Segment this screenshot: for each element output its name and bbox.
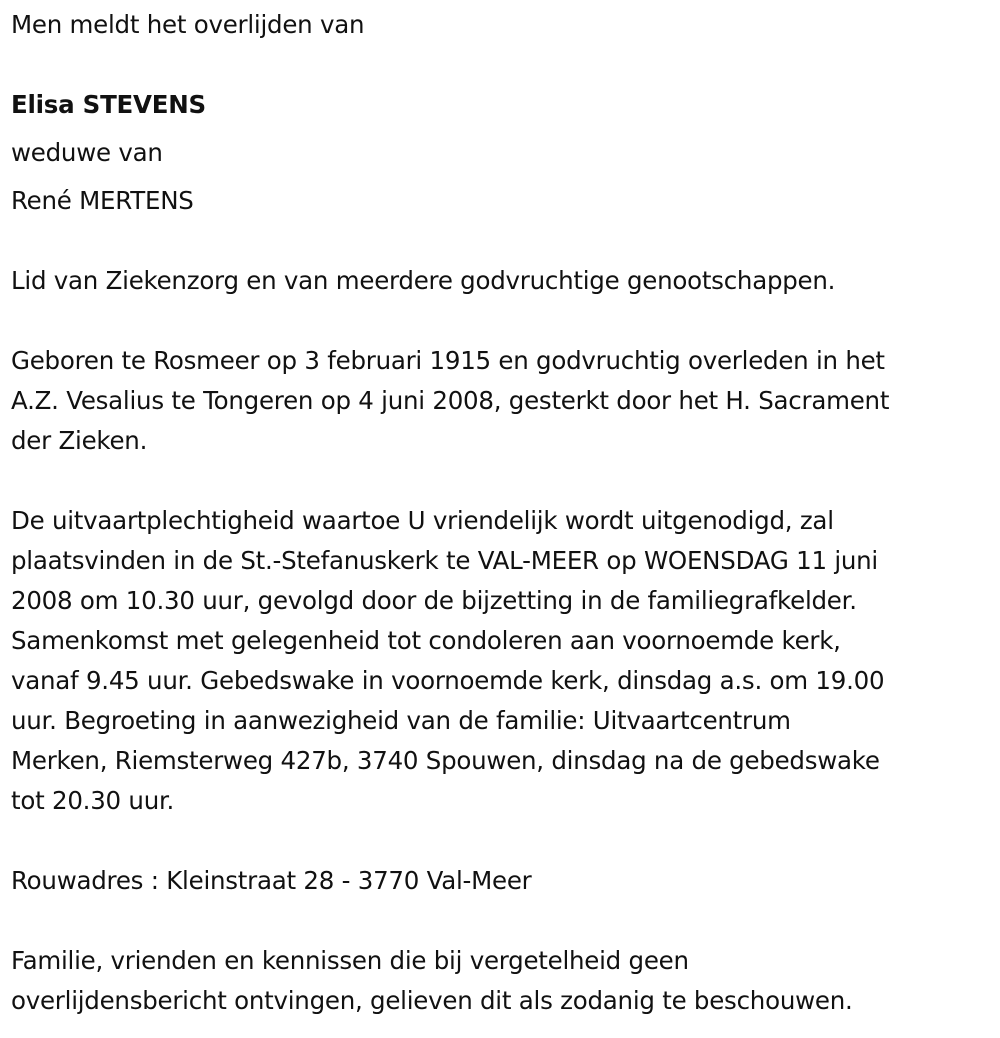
deceased-name: Elisa STEVENS [11,90,206,119]
paragraph-line: vanaf 9.45 uur. Gebedswake in voornoemde kerk, dinsdag a.s. om 19.00 [11,666,885,695]
paragraph-line: Geboren te Rosmeer op 3 februari 1915 en godvruchtig overleden in het [11,346,885,375]
paragraph-line: der Zieken. [11,426,148,455]
relation-text: weduwe van [11,138,163,167]
paragraph-line: tot 20.30 uur. [11,786,175,815]
paragraph-line: plaatsvinden in de St.-Stefanuskerk te VAL-MEER op WOENSDAG 11 juni [11,546,878,575]
paragraph-line: Familie, vrienden en kennissen die bij vergetelheid geen [11,946,689,975]
paragraph-line: overlijdensbericht ontvingen, gelieven dit als zodanig te beschouwen. [11,986,853,1015]
paragraph-line: uur. Begroeting in aanwezigheid van de familie: Uitvaartcentrum [11,706,791,735]
spouse-name: René MERTENS [11,186,194,215]
paragraph-line: De uitvaartplechtigheid waartoe U vriendelijk wordt uitgenodigd, zal [11,506,834,535]
paragraph-line: Merken, Riemsterweg 427b, 3740 Spouwen, dinsdag na de gebedswake [11,746,880,775]
membership-text: Lid van Ziekenzorg en van meerdere godvruchtige genootschappen. [11,266,836,295]
paragraph-line: A.Z. Vesalius te Tongeren op 4 juni 2008, gesterkt door het H. Sacrament [11,386,890,415]
intro-line: Men meldt het overlijden van [11,10,365,39]
mourning-address: Rouwadres : Kleinstraat 28 - 3770 Val-Meer [11,866,532,895]
paragraph-line: Samenkomst met gelegenheid tot condoleren aan voornoemde kerk, [11,626,841,655]
paragraph-line: 2008 om 10.30 uur, gevolgd door de bijzetting in de familiegrafkelder. [11,586,857,615]
